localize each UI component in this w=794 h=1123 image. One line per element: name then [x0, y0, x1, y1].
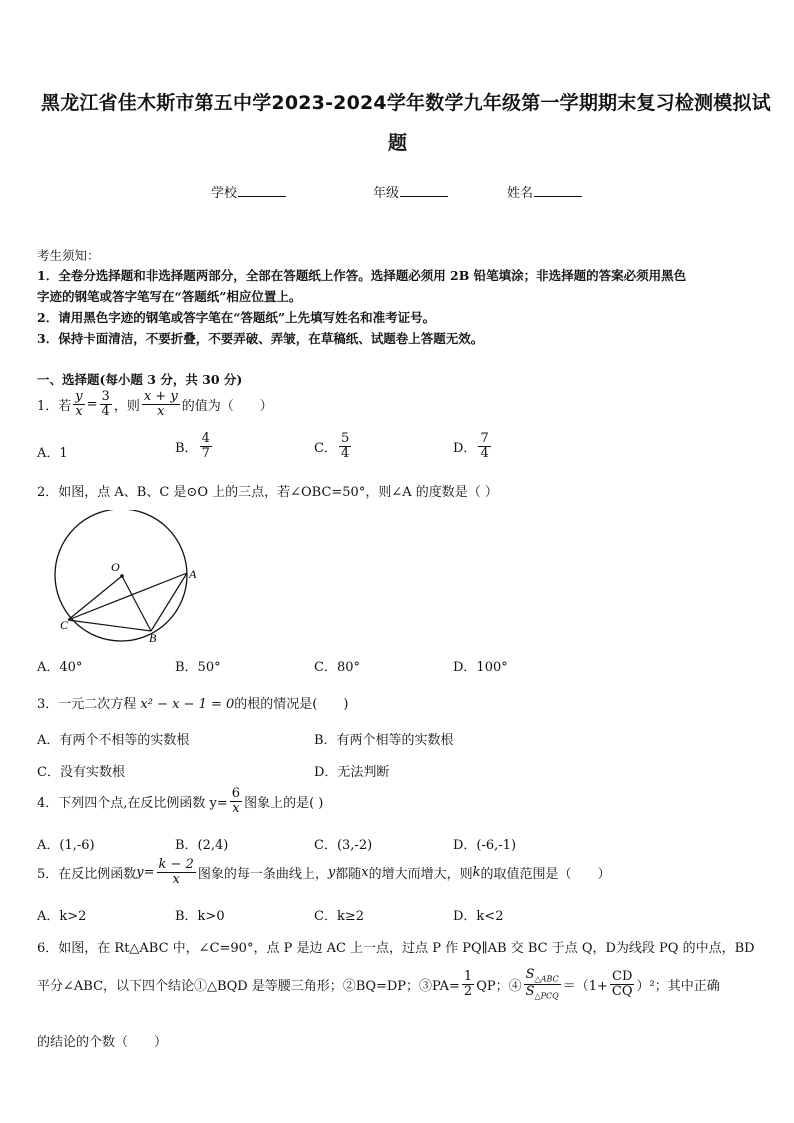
q3-option-d: D．无法判断 — [314, 765, 390, 780]
center-point — [120, 574, 124, 578]
question-5: 5．在反比例函数 y = $\frac{k - 2}{x}$ 图象的每一条曲线上， y 都随 x 的增大而增大，则 k 的取值范围是（ ） — [37, 857, 611, 887]
school-label: 学校 — [211, 186, 238, 201]
name-label: 姓名 — [507, 186, 534, 201]
notice-heading: 考生须知： — [37, 248, 100, 263]
school-field — [211, 182, 286, 201]
label-c: C — [60, 618, 69, 632]
q6-frac-cd-cq: $\frac{CD}{CQ}$ — [611, 969, 633, 999]
question-3: 3．一元二次方程 x² − x − 1 = 0的根的情况是( ) — [37, 697, 349, 712]
q4-option-a: A．(1,-6) — [37, 838, 95, 853]
question-2: 2．如图，点 A、B、C 是⊙O 上的三点，若∠OBC=50°，则∠A 的度数是（ ） — [37, 485, 498, 500]
segment-cb — [68, 620, 151, 631]
notice-item-3: 3．保持卡面清洁，不要折叠，不要弄破、弄皱，在草稿纸、试题卷上答题无效。 — [37, 331, 484, 346]
segment-oc — [68, 576, 122, 620]
section-heading: 一、选择题(每小题 3 分，共 30 分) — [37, 372, 243, 387]
q6-frac-half: $\frac{1}{2}$ — [463, 969, 473, 999]
q2-option-b: B．50° — [175, 660, 221, 675]
grade-field — [373, 182, 448, 201]
q1-frac-xy-over-x: $\frac{x + y}{x}$ — [143, 389, 178, 419]
q4-option-b: B．(2,4) — [175, 838, 229, 853]
q5-option-b: B．k>0 — [175, 909, 225, 924]
q2-option-d: D．100° — [453, 660, 508, 675]
circle-figure — [48, 510, 208, 645]
notice-item-1-cont: 字迹的钢笔或答字笔写在“答题纸”相应位置上。 — [37, 289, 302, 304]
q5-option-a: A．k>2 — [37, 909, 87, 924]
q2-option-c: C．80° — [314, 660, 360, 675]
segment-ob — [122, 576, 151, 631]
q1-pre: 1．若 — [37, 398, 72, 414]
question-6: 6．如图，在 Rt△ABC 中，∠C=90°，点 P 是边 AC 上一点，过点 P 作 PQ∥AB 交 BC 于点 Q，D为线段 PQ 的中点，BD — [37, 941, 755, 956]
q4-option-d: D．(-6,-1) — [453, 838, 517, 853]
label-o: O — [111, 560, 120, 574]
q3-option-c: C．没有实数根 — [37, 765, 125, 780]
notice-item-1: 1．全卷分选择题和非选择题两部分，全部在答题纸上作答。选择题必须用 2B 铅笔填涂；非选择题的答案必须用黑色 — [37, 268, 687, 283]
q1-option-d: D． $\frac{7}{4}$ — [453, 431, 489, 461]
question-4: 4．下列四个点,在反比例函数 y= $\frac{6}{x}$ 图象上的是( ) — [37, 786, 324, 816]
question-6-line2: 平分∠ABC，以下四个结论①△BQD 是等腰三角形；②BQ=DP；③PA= $\frac{1}{2}$ QP；④ $\frac{S_{\triangle ABC}}{S_{\triangle PCQ}}$ ＝（1+ $\frac{CD}{CQ}$ ）²；其中正确 — [37, 967, 720, 1001]
q1-option-c: C． $\frac{5}{4}$ — [314, 431, 350, 461]
q1-option-a: A．1 — [37, 446, 68, 461]
question-1: 1．若 $\frac{y}{x}$ = $\frac{3}{4}$ ，则 $\frac{x + y}{x}$ 的值为（ ） — [37, 389, 273, 419]
page-title: 黑龙江省佳木斯市第五中学2023-2024学年数学九年级第一学期期末复习检测模拟试 — [41, 92, 771, 114]
q3-option-a: A．有两个不相等的实数根 — [37, 733, 190, 748]
q1-frac-y-over-x: $\frac{y}{x}$ — [75, 389, 83, 419]
label-a: A — [189, 567, 197, 581]
q2-option-a: A．40° — [37, 660, 83, 675]
q5-option-c: C．k≥2 — [314, 909, 364, 924]
q1-frac-3-over-4: $\frac{3}{4}$ — [101, 389, 110, 419]
question-6-line3: 的结论的个数（ ） — [37, 1035, 168, 1050]
q3-option-b: B．有两个相等的实数根 — [314, 733, 454, 748]
page-title-cont: 题 — [388, 132, 408, 154]
q4-option-c: C．(3,-2) — [314, 838, 373, 853]
q4-frac: $\frac{6}{x}$ — [231, 786, 241, 816]
name-field — [507, 182, 582, 201]
q6-frac-area-ratio: $\frac{S_{\triangle ABC}}{S_{\triangle PCQ}}$ — [525, 967, 559, 1001]
segment-ca — [68, 573, 187, 620]
q1-option-b: B． $\frac{4}{7}$ — [175, 431, 210, 461]
q5-frac: $\frac{k - 2}{x}$ — [158, 857, 194, 887]
label-b: B — [149, 631, 157, 645]
grade-label: 年级 — [373, 186, 400, 201]
notice-item-2: 2．请用黑色字迹的钢笔或答字笔在“答题纸”上先填写姓名和准考证号。 — [37, 310, 436, 325]
q5-option-d: D．k<2 — [453, 909, 504, 924]
